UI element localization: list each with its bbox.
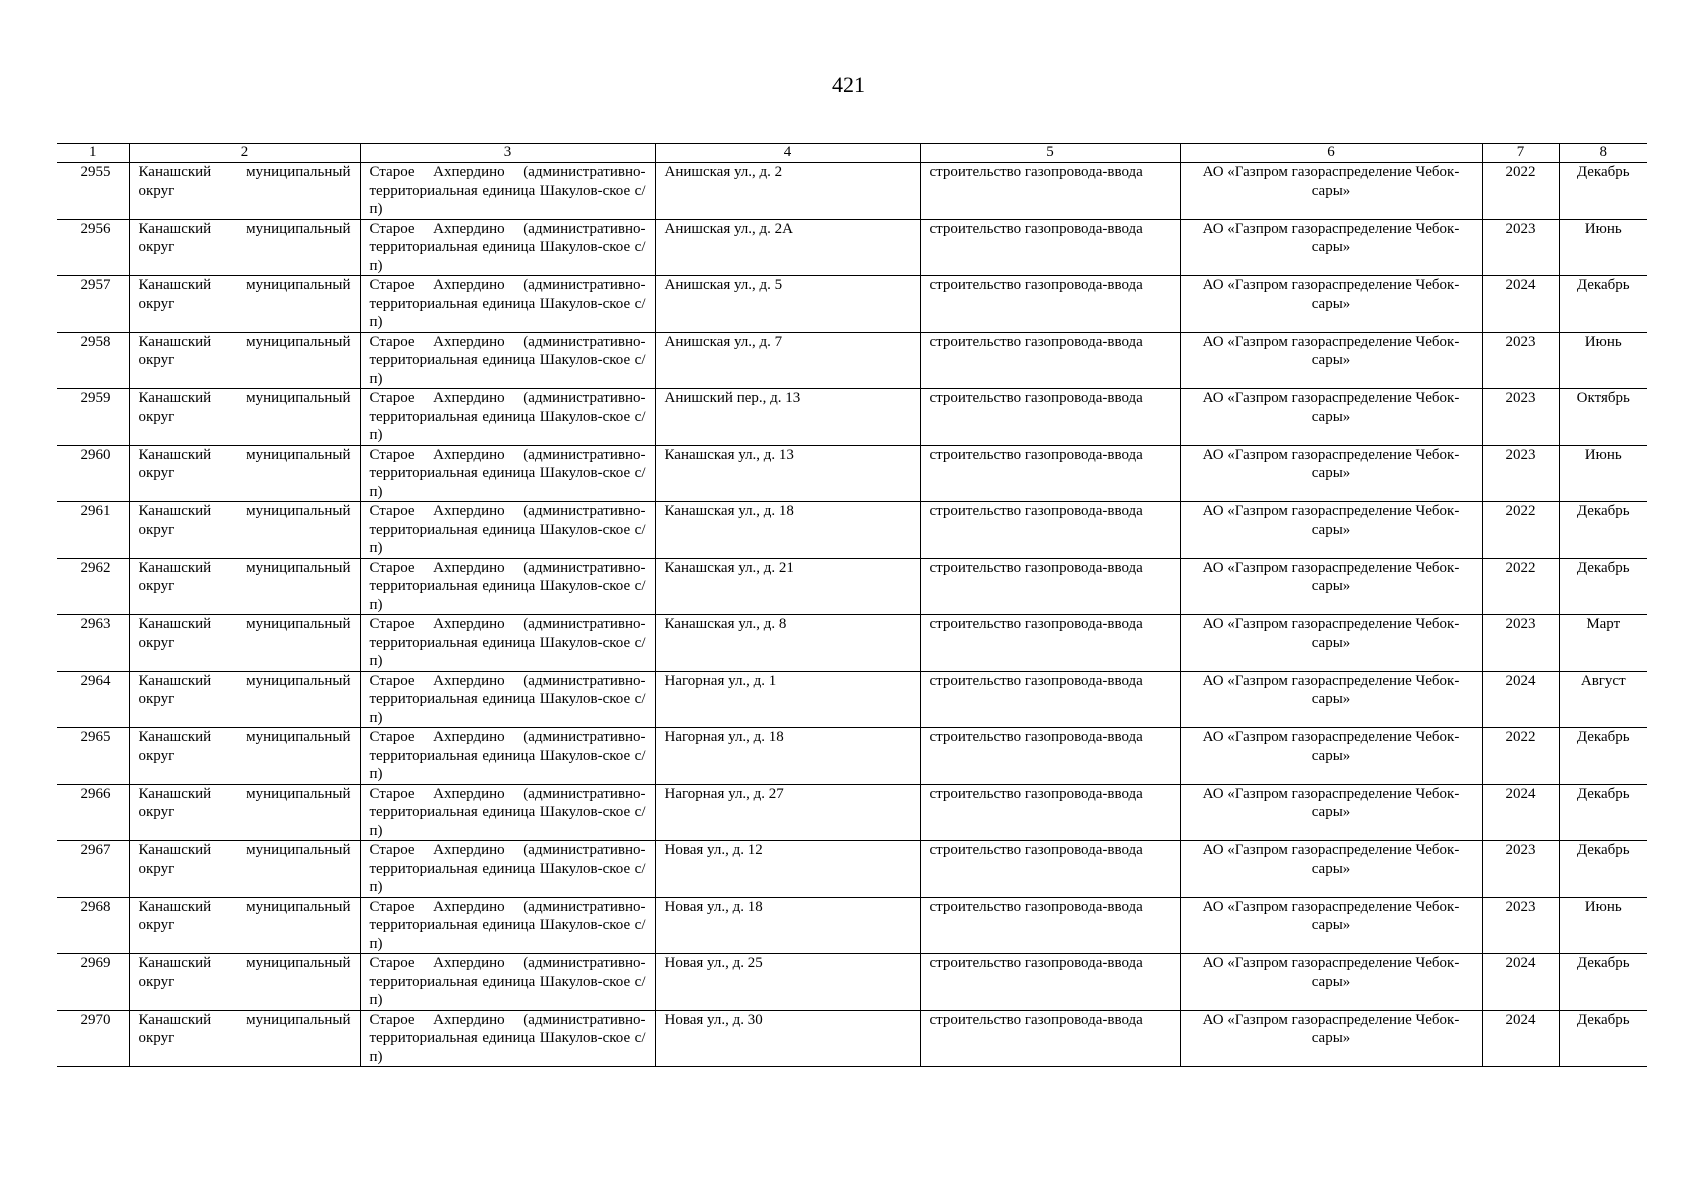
- cell-district: Канашский муниципальный округ: [129, 1010, 360, 1067]
- cell-year: 2024: [1482, 954, 1559, 1011]
- cell-address: Канашская ул., д. 8: [655, 615, 920, 672]
- column-header: 2: [129, 144, 360, 163]
- cell-year: 2023: [1482, 332, 1559, 389]
- cell-address: Новая ул., д. 30: [655, 1010, 920, 1067]
- column-header: 3: [360, 144, 655, 163]
- cell-year: 2024: [1482, 671, 1559, 728]
- cell-number: 2968: [57, 897, 129, 954]
- cell-locality: Старое Ахпердино (административно-территориальная единица Шакулов-ское с/п): [360, 784, 655, 841]
- cell-district: Канашский муниципальный округ: [129, 389, 360, 446]
- column-header: 4: [655, 144, 920, 163]
- cell-number: 2970: [57, 1010, 129, 1067]
- cell-organization: АО «Газпром газораспределение Чебок-сары»: [1180, 954, 1482, 1011]
- table-row: [57, 1010, 1647, 1067]
- cell-locality: Старое Ахпердино (административно-территориальная единица Шакулов-ское с/п): [360, 954, 655, 1011]
- table-row: [57, 897, 1647, 954]
- cell-year: 2023: [1482, 841, 1559, 898]
- header-row: [57, 144, 1647, 163]
- cell-locality: Старое Ахпердино (административно-территориальная единица Шакулов-ское с/п): [360, 502, 655, 559]
- cell-month: Декабрь: [1559, 276, 1647, 333]
- cell-locality: Старое Ахпердино (административно-территориальная единица Шакулов-ское с/п): [360, 841, 655, 898]
- cell-month: Март: [1559, 615, 1647, 672]
- cell-work-type: строительство газопровода-ввода: [920, 615, 1180, 672]
- column-header: 1: [57, 144, 129, 163]
- cell-organization: АО «Газпром газораспределение Чебок-сары»: [1180, 897, 1482, 954]
- cell-organization: АО «Газпром газораспределение Чебок-сары»: [1180, 276, 1482, 333]
- cell-month: Декабрь: [1559, 558, 1647, 615]
- cell-year: 2023: [1482, 445, 1559, 502]
- cell-district: Канашский муниципальный округ: [129, 784, 360, 841]
- cell-number: 2964: [57, 671, 129, 728]
- cell-district: Канашский муниципальный округ: [129, 502, 360, 559]
- cell-year: 2022: [1482, 728, 1559, 785]
- cell-address: Нагорная ул., д. 18: [655, 728, 920, 785]
- column-header: 6: [1180, 144, 1482, 163]
- cell-locality: Старое Ахпердино (административно-территориальная единица Шакулов-ское с/п): [360, 1010, 655, 1067]
- cell-organization: АО «Газпром газораспределение Чебок-сары»: [1180, 445, 1482, 502]
- cell-year: 2023: [1482, 389, 1559, 446]
- cell-year: 2024: [1482, 1010, 1559, 1067]
- cell-locality: Старое Ахпердино (административно-территориальная единица Шакулов-ское с/п): [360, 276, 655, 333]
- cell-organization: АО «Газпром газораспределение Чебок-сары»: [1180, 558, 1482, 615]
- table-row: [57, 163, 1647, 220]
- table-row: [57, 389, 1647, 446]
- table-row: [57, 841, 1647, 898]
- cell-organization: АО «Газпром газораспределение Чебок-сары»: [1180, 332, 1482, 389]
- cell-organization: АО «Газпром газораспределение Чебок-сары»: [1180, 671, 1482, 728]
- cell-number: 2965: [57, 728, 129, 785]
- cell-number: 2955: [57, 163, 129, 220]
- column-header: 7: [1482, 144, 1559, 163]
- cell-locality: Старое Ахпердино (административно-территориальная единица Шакулов-ское с/п): [360, 615, 655, 672]
- cell-work-type: строительство газопровода-ввода: [920, 502, 1180, 559]
- cell-work-type: строительство газопровода-ввода: [920, 445, 1180, 502]
- cell-address: Нагорная ул., д. 1: [655, 671, 920, 728]
- cell-work-type: строительство газопровода-ввода: [920, 1010, 1180, 1067]
- cell-month: Июнь: [1559, 897, 1647, 954]
- cell-locality: Старое Ахпердино (административно-территориальная единица Шакулов-ское с/п): [360, 389, 655, 446]
- cell-district: Канашский муниципальный округ: [129, 558, 360, 615]
- cell-year: 2023: [1482, 615, 1559, 672]
- cell-organization: АО «Газпром газораспределение Чебок-сары»: [1180, 841, 1482, 898]
- cell-address: Новая ул., д. 12: [655, 841, 920, 898]
- cell-month: Октябрь: [1559, 389, 1647, 446]
- cell-month: Декабрь: [1559, 784, 1647, 841]
- cell-number: 2958: [57, 332, 129, 389]
- cell-locality: Старое Ахпердино (административно-территориальная единица Шакулов-ское с/п): [360, 897, 655, 954]
- cell-year: 2024: [1482, 784, 1559, 841]
- table-row: [57, 219, 1647, 276]
- column-header: 8: [1559, 144, 1647, 163]
- cell-organization: АО «Газпром газораспределение Чебок-сары»: [1180, 728, 1482, 785]
- cell-year: 2023: [1482, 897, 1559, 954]
- cell-organization: АО «Газпром газораспределение Чебок-сары»: [1180, 219, 1482, 276]
- table-row: [57, 332, 1647, 389]
- cell-month: Декабрь: [1559, 163, 1647, 220]
- cell-locality: Старое Ахпердино (административно-территориальная единица Шакулов-ское с/п): [360, 445, 655, 502]
- column-header: 5: [920, 144, 1180, 163]
- table-row: [57, 558, 1647, 615]
- cell-work-type: строительство газопровода-ввода: [920, 332, 1180, 389]
- cell-district: Канашский муниципальный округ: [129, 219, 360, 276]
- cell-month: Декабрь: [1559, 728, 1647, 785]
- cell-work-type: строительство газопровода-ввода: [920, 389, 1180, 446]
- cell-number: 2962: [57, 558, 129, 615]
- cell-year: 2022: [1482, 558, 1559, 615]
- cell-number: 2967: [57, 841, 129, 898]
- cell-work-type: строительство газопровода-ввода: [920, 784, 1180, 841]
- cell-number: 2966: [57, 784, 129, 841]
- cell-number: 2957: [57, 276, 129, 333]
- cell-address: Анишский пер., д. 13: [655, 389, 920, 446]
- cell-month: Июнь: [1559, 219, 1647, 276]
- cell-organization: АО «Газпром газораспределение Чебок-сары»: [1180, 615, 1482, 672]
- cell-locality: Старое Ахпердино (административно-территориальная единица Шакулов-ское с/п): [360, 332, 655, 389]
- cell-month: Декабрь: [1559, 841, 1647, 898]
- cell-work-type: строительство газопровода-ввода: [920, 558, 1180, 615]
- cell-address: Новая ул., д. 25: [655, 954, 920, 1011]
- cell-number: 2969: [57, 954, 129, 1011]
- cell-month: Декабрь: [1559, 954, 1647, 1011]
- cell-district: Канашский муниципальный округ: [129, 671, 360, 728]
- cell-month: Июнь: [1559, 332, 1647, 389]
- table-row: [57, 502, 1647, 559]
- cell-district: Канашский муниципальный округ: [129, 332, 360, 389]
- cell-number: 2963: [57, 615, 129, 672]
- cell-organization: АО «Газпром газораспределение Чебок-сары»: [1180, 163, 1482, 220]
- cell-month: Июнь: [1559, 445, 1647, 502]
- cell-month: Декабрь: [1559, 502, 1647, 559]
- cell-organization: АО «Газпром газораспределение Чебок-сары»: [1180, 1010, 1482, 1067]
- cell-work-type: строительство газопровода-ввода: [920, 728, 1180, 785]
- page-number: 421: [832, 72, 865, 97]
- cell-district: Канашский муниципальный округ: [129, 445, 360, 502]
- table-row: [57, 276, 1647, 333]
- table-row: [57, 954, 1647, 1011]
- cell-year: 2022: [1482, 163, 1559, 220]
- registry-table: [57, 143, 1647, 1067]
- cell-district: Канашский муниципальный округ: [129, 163, 360, 220]
- cell-locality: Старое Ахпердино (административно-территориальная единица Шакулов-ское с/п): [360, 163, 655, 220]
- cell-address: Канашская ул., д. 21: [655, 558, 920, 615]
- cell-locality: Старое Ахпердино (административно-территориальная единица Шакулов-ское с/п): [360, 558, 655, 615]
- cell-work-type: строительство газопровода-ввода: [920, 671, 1180, 728]
- table-row: [57, 445, 1647, 502]
- cell-work-type: строительство газопровода-ввода: [920, 954, 1180, 1011]
- cell-address: Анишская ул., д. 5: [655, 276, 920, 333]
- cell-locality: Старое Ахпердино (административно-территориальная единица Шакулов-ское с/п): [360, 219, 655, 276]
- cell-organization: АО «Газпром газораспределение Чебок-сары»: [1180, 784, 1482, 841]
- cell-district: Канашский муниципальный округ: [129, 728, 360, 785]
- cell-address: Новая ул., д. 18: [655, 897, 920, 954]
- cell-work-type: строительство газопровода-ввода: [920, 163, 1180, 220]
- cell-month: Август: [1559, 671, 1647, 728]
- table-row: [57, 784, 1647, 841]
- cell-district: Канашский муниципальный округ: [129, 615, 360, 672]
- cell-address: Анишская ул., д. 2: [655, 163, 920, 220]
- cell-year: 2023: [1482, 219, 1559, 276]
- cell-organization: АО «Газпром газораспределение Чебок-сары»: [1180, 502, 1482, 559]
- cell-number: 2961: [57, 502, 129, 559]
- table-row: [57, 671, 1647, 728]
- cell-locality: Старое Ахпердино (административно-территориальная единица Шакулов-ское с/п): [360, 671, 655, 728]
- cell-address: Канашская ул., д. 13: [655, 445, 920, 502]
- cell-locality: Старое Ахпердино (административно-территориальная единица Шакулов-ское с/п): [360, 728, 655, 785]
- cell-district: Канашский муниципальный округ: [129, 897, 360, 954]
- cell-address: Анишская ул., д. 7: [655, 332, 920, 389]
- cell-district: Канашский муниципальный округ: [129, 841, 360, 898]
- cell-work-type: строительство газопровода-ввода: [920, 897, 1180, 954]
- cell-number: 2959: [57, 389, 129, 446]
- cell-address: Канашская ул., д. 18: [655, 502, 920, 559]
- table-row: [57, 728, 1647, 785]
- cell-address: Анишская ул., д. 2А: [655, 219, 920, 276]
- cell-number: 2960: [57, 445, 129, 502]
- cell-year: 2024: [1482, 276, 1559, 333]
- cell-work-type: строительство газопровода-ввода: [920, 841, 1180, 898]
- table-row: [57, 615, 1647, 672]
- cell-work-type: строительство газопровода-ввода: [920, 276, 1180, 333]
- cell-organization: АО «Газпром газораспределение Чебок-сары»: [1180, 389, 1482, 446]
- cell-work-type: строительство газопровода-ввода: [920, 219, 1180, 276]
- cell-address: Нагорная ул., д. 27: [655, 784, 920, 841]
- cell-district: Канашский муниципальный округ: [129, 954, 360, 1011]
- cell-number: 2956: [57, 219, 129, 276]
- cell-district: Канашский муниципальный округ: [129, 276, 360, 333]
- cell-month: Декабрь: [1559, 1010, 1647, 1067]
- cell-year: 2022: [1482, 502, 1559, 559]
